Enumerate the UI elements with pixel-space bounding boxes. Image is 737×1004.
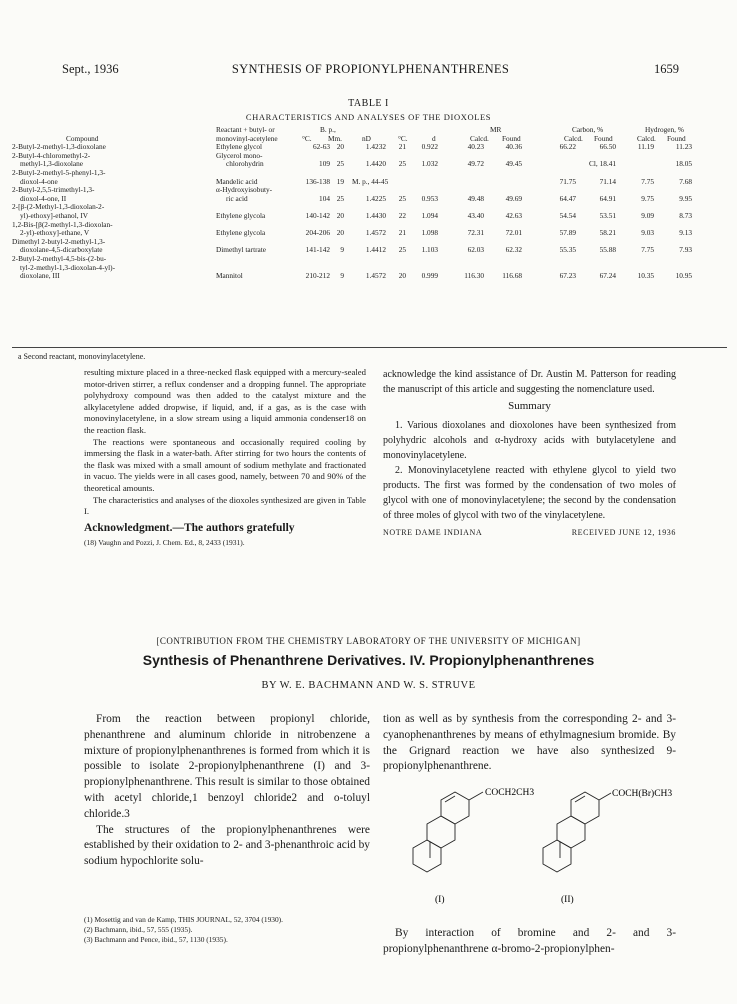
- page-number: 1659: [654, 62, 679, 76]
- reactant: Ethylene glycol: [216, 142, 262, 152]
- issue-date: Sept., 1936: [62, 62, 119, 76]
- contribution-line: [CONTRIBUTION FROM THE CHEMISTRY LABORATORY OF THE UNIVERSITY OF MICHIGAN]: [156, 636, 581, 646]
- chemical-structures: [383, 786, 676, 908]
- cell-mm: 25: [336, 159, 344, 169]
- header-c-found: Found: [594, 133, 613, 143]
- compound-name: 2-Butyl-4-chloromethyl-2-: [12, 150, 91, 160]
- table-row: [12, 229, 727, 238]
- header-mm: Mm.: [328, 133, 342, 143]
- summary-point-1: 1. Various dioxolanes and dioxolones have been synthesized from polyhydric alcohols and α-hydroxy acids with butylacetylene and monovinylacetylene.: [383, 420, 676, 461]
- table-caption: CHARACTERISTICS AND ANALYSES OF THE DIOXOLES: [245, 112, 492, 122]
- header-nd: nD: [362, 133, 371, 143]
- received-date: RECEIVED JUNE 12, 1936: [571, 528, 676, 537]
- cell-h-found: 18.05: [675, 159, 692, 169]
- prev-paragraph-1: resulting mixture placed in a three-necked flask equipped with a mercury-sealed motor-driven stirrer, a reflux condenser and a dropping funnel. The appropriate polyhydroxy compound was then added to the catalyst mixture and the alkylacetylene added dropwise, if liquid, and, if a gas, as is the case with monovinylacetylene, in a slow stream using a liquid ammonia condenser18 on the reaction flask.: [84, 367, 366, 435]
- compound-name: tyl-2-methyl-1,3-dioxolan-4-yl)-: [20, 262, 116, 272]
- cell-h-found: 10.95: [675, 271, 692, 281]
- footnote-1: (1) Mosettig and van de Kamp, THIS JOURNAL, 52, 3704 (1930).: [84, 915, 283, 924]
- cell-t: 25: [398, 193, 406, 203]
- cell-mm: 9: [340, 271, 344, 281]
- group-label-i: COCH2CH3: [485, 788, 535, 798]
- cell-mr-calcd: 116.30: [464, 271, 484, 281]
- running-head: [62, 62, 679, 80]
- running-title: SYNTHESIS OF PROPIONYLPHENANTHRENES: [231, 62, 510, 76]
- footnote-18: (18) Vaughn and Pozzi, J. Chem. Ed., 8, 2433 (1931).: [84, 537, 245, 547]
- substituent-bond-i: [469, 792, 483, 800]
- structure-label-ii: (II): [561, 895, 574, 905]
- cell-mm: 25: [336, 193, 344, 203]
- cell-c-found: 58.21: [599, 228, 616, 238]
- table-row: [12, 178, 727, 187]
- header-c-calcd: Calcd.: [564, 133, 583, 143]
- compound-name: yl)-ethoxy]-ethanol, IV: [20, 210, 89, 220]
- compound-name: dioxolane-4,5-dicarboxylate: [20, 245, 103, 255]
- cell-bp: 109: [319, 159, 330, 169]
- cell-mm: 20: [336, 210, 344, 220]
- cell-d: 1.103: [421, 245, 438, 255]
- table-row: [12, 195, 727, 204]
- table-row: [12, 255, 727, 264]
- cell-mr-found: 116.68: [502, 271, 522, 281]
- header-reactant: Reactant + butyl- or: [216, 125, 275, 134]
- cell-t: 25: [398, 245, 406, 255]
- compound-name: 2-Butyl-2-methyl-5-phenyl-1,3-: [12, 167, 106, 177]
- cell-nd: 1.4572: [365, 228, 386, 238]
- cell-nd: 1.4232: [365, 142, 386, 152]
- structure-label-i: (I): [435, 895, 445, 905]
- cell-h-found: 9.13: [679, 228, 692, 238]
- prev-paragraph-2: The reactions were spontaneous and occasionally required cooling by immersing the flask in a water-bath. After stirring for two hours the contents of the flask was mixed with a small amount of sodium methylate and fractionated in vacuo. The yields were in all cases good, namely, between 70 and 90% of the theoretical amounts.: [84, 436, 366, 493]
- header-h-found: Found: [667, 133, 686, 143]
- cell-c-calcd: 54.54: [559, 210, 576, 220]
- header-reactant-2: monovinyl-acetylene: [216, 133, 278, 143]
- substituent-bond-ii: [599, 793, 611, 800]
- table-footnote: a Second reactant, monovinylacetylene.: [18, 352, 146, 361]
- header-h-calcd: Calcd.: [637, 133, 656, 143]
- article-left-column: [84, 712, 370, 870]
- cell-d: 0.999: [421, 271, 438, 281]
- cell-c-calcd: 64.47: [559, 193, 576, 203]
- compound-name: 2-yl)-ethoxy]-ethane, V: [20, 228, 90, 238]
- cell-h-found: 9.95: [679, 193, 692, 203]
- cell-d: 1.094: [421, 210, 438, 220]
- cell-nd: 1.4572: [365, 271, 386, 281]
- cell-mr-calcd: 43.40: [467, 210, 484, 220]
- cell-mr-calcd: 72.31: [467, 228, 484, 238]
- cell-nd: 1.4225: [365, 193, 386, 203]
- cell-c-found: 55.88: [599, 245, 616, 255]
- group-label-ii: COCH(Br)CH3: [612, 789, 673, 799]
- cell-d: 1.098: [421, 228, 438, 238]
- reactant: Mandelic acid: [216, 176, 258, 186]
- header-mr-found: Found: [502, 133, 521, 143]
- cell-h-found: 11.23: [675, 142, 692, 152]
- cell-bp: 204-206: [305, 228, 330, 238]
- summary-heading: Summary: [508, 400, 551, 412]
- table-label: TABLE I: [348, 98, 389, 109]
- reactant: Mannitol: [216, 271, 243, 281]
- cell-bp: 62-63: [312, 142, 330, 152]
- compound-name: 2-Butyl-2-methyl-1,3-dioxolane: [12, 142, 106, 152]
- cell-nd: 1.4412: [365, 245, 386, 255]
- header-temp: °C.: [398, 133, 408, 143]
- compound-name: dioxol-4-one: [20, 176, 58, 186]
- data-table: [12, 126, 727, 281]
- cell-mm: 20: [336, 142, 344, 152]
- cell-mm: 19: [336, 176, 344, 186]
- table-row: [12, 212, 727, 221]
- location: NOTRE DAME INDIANA: [383, 528, 483, 537]
- table-body: [12, 143, 727, 281]
- signature-line: [383, 525, 676, 537]
- compound-name: 2-Butyl-2,5,5-trimethyl-1,3-: [12, 185, 95, 195]
- reactant: Glycerol mono-: [216, 150, 263, 160]
- table-row: [12, 143, 727, 152]
- cell-mr-found: 72.01: [505, 228, 522, 238]
- cell-bp: 136-138: [305, 176, 330, 186]
- cell-t: 21: [398, 142, 406, 152]
- cell-c-calcd: 71.75: [559, 176, 576, 186]
- cell-mm: 20: [336, 228, 344, 238]
- structure-i: [413, 792, 483, 872]
- header-hydrogen: Hydrogen, %: [645, 125, 684, 134]
- article-title: Synthesis of Phenanthrene Derivatives. IV. Propionylphenanthrenes: [142, 652, 595, 668]
- cell-t: 25: [398, 159, 406, 169]
- reactant: α-Hydroxyisobuty-: [216, 185, 273, 195]
- article-right-column: [383, 712, 676, 775]
- summary-point-2: 2. Monovinylacetylene reacted with ethylene glycol to yield two products. The first was formed by the condensation of two moles of glycol with one of monovinylacetylene; the second by the condensation of three moles of glycol with two of the vinylacetylene.: [383, 465, 676, 521]
- cell-mr-calcd: 40.23: [467, 142, 484, 152]
- table-bottom-rule: [12, 347, 727, 348]
- cell-c-calcd: 57.89: [559, 228, 576, 238]
- header-bp: B. p.,: [320, 125, 336, 134]
- acknowledgment-heading: Acknowledgment.—The authors gratefully: [84, 521, 295, 534]
- cell-mr-calcd: 49.48: [467, 193, 484, 203]
- cell-t: 21: [398, 228, 406, 238]
- header-mr-calcd: Calcd.: [470, 133, 489, 143]
- cell-mr-found: 49.69: [505, 193, 522, 203]
- cell-c-calcd: 66.22: [559, 142, 576, 152]
- reactant: Dimethyl tartrate: [216, 245, 267, 255]
- reactant: chlorohydrin: [226, 159, 264, 169]
- cell-t: 22: [398, 210, 406, 220]
- header-carbon: Carbon, %: [572, 125, 604, 134]
- acknowledgment-text: acknowledge the kind assistance of Dr. Austin M. Patterson for reading the manuscript of this article and suggesting the nomenclature used.: [383, 369, 676, 395]
- cell-c-found: 53.51: [599, 210, 616, 220]
- cell-mr-found: 62.32: [505, 245, 522, 255]
- compound-name: 2-[β-(2-Methyl-1,3-dioxolan-2-: [12, 202, 105, 212]
- article-paragraph-1: From the reaction between propionyl chloride, phenanthrene and aluminum chloride in nitrobenzene a mixture of propionylphenanthrenes is formed from which it is possible to isolate 2-propionylphenanthrene (I) and 3-propionylphenanthrene. This result is similar to those obtained with acetyl chloride,1 benzoyl chloride2 and o-toluyl chloride.3: [84, 713, 370, 820]
- cell-bp: 140-142: [305, 210, 330, 220]
- cell-h-calcd: 7.75: [641, 176, 654, 186]
- cell-d: 1.032: [421, 159, 438, 169]
- structure-ii: [543, 792, 611, 872]
- cell-nd: 1.4430: [365, 210, 386, 220]
- reactant: Ethylene glycola: [216, 210, 266, 220]
- cell-bp: 210-212: [305, 271, 330, 281]
- compound-name: dioxolane, III: [20, 271, 60, 281]
- cell-h-calcd: 9.75: [641, 193, 654, 203]
- cell-mr-found: 40.36: [505, 142, 522, 152]
- compound-name: Dimethyl 2-butyl-2-methyl-1,3-: [12, 236, 106, 246]
- compound-name: dioxol-4-one, II: [20, 193, 67, 203]
- cell-c-found: 71.14: [599, 176, 616, 186]
- header-d: d: [432, 133, 436, 143]
- cell-bp: 141-142: [305, 245, 330, 255]
- compound-name: 1,2-Bis-[β(2-methyl-1,3-dioxolan-: [12, 219, 113, 229]
- prev-paragraph-3: The characteristics and analyses of the dioxoles synthesized are given in Table I.: [84, 494, 366, 517]
- cell-c-found: 66.50: [599, 142, 616, 152]
- byline: BY W. E. BACHMANN AND W. S. STRUVE: [261, 680, 476, 691]
- compound-name: methyl-1,3-dioxolane: [20, 159, 84, 169]
- cell-h-calcd: 7.75: [641, 245, 654, 255]
- cell-mr-found: 49.45: [505, 159, 522, 169]
- cell-d: 0.953: [421, 193, 438, 203]
- cell-c-found: 67.24: [599, 271, 616, 281]
- prev-article-left-column: [84, 367, 366, 548]
- cell-c-calcd: 55.35: [559, 245, 576, 255]
- cell-nd: M. p., 44-45: [352, 176, 389, 186]
- cell-c-found: 64.91: [599, 193, 616, 203]
- cell-h-found: 7.93: [679, 245, 692, 255]
- cell-c-calcd: 67.23: [559, 271, 576, 281]
- article-footnotes: [84, 915, 370, 944]
- reactant: Ethylene glycola: [216, 228, 266, 238]
- cell-c-found: Cl, 18.41: [589, 159, 616, 169]
- table-row: [12, 272, 727, 281]
- prev-article-right-column: [383, 367, 676, 537]
- cell-t: 20: [398, 271, 406, 281]
- cell-nd: 1.4420: [365, 159, 386, 169]
- cell-mr-calcd: 62.03: [467, 245, 484, 255]
- cell-bp: 104: [319, 193, 330, 203]
- cell-h-calcd: 11.19: [637, 142, 654, 152]
- footnote-2: (2) Bachmann, ibid., 57, 555 (1935).: [84, 924, 193, 934]
- article-right-paragraph-2: By interaction of bromine and 2- and 3-propionylphenanthrene α-bromo-2-propionylphen-: [383, 927, 676, 955]
- cell-h-calcd: 10.35: [637, 271, 654, 281]
- header-mr: MR: [490, 125, 502, 134]
- cell-d: 0.922: [421, 142, 438, 152]
- cell-mr-found: 42.63: [505, 210, 522, 220]
- table-row: [12, 160, 727, 169]
- article-right-paragraph-1: tion as well as by synthesis from the corresponding 2- and 3-cyanophenanthrenes by means of ethylmagnesium bromide. By the Grignard reaction we have also synthesized 9-propionylphenanthrene.: [383, 713, 676, 773]
- article-right-column-continued: [383, 926, 676, 958]
- table-row: [12, 246, 727, 255]
- footnote-3: (3) Bachmann and Pence, ibid., 57, 1130 (1935).: [84, 934, 228, 944]
- compound-name: 2-Butyl-2-methyl-4,5-bis-(2-bu-: [12, 253, 107, 263]
- cell-h-found: 7.68: [679, 176, 692, 186]
- header-deg-c: °C.: [302, 133, 312, 143]
- cell-h-calcd: 9.09: [641, 210, 654, 220]
- cell-mm: 9: [340, 245, 344, 255]
- article-paragraph-2: The structures of the propionylphenanthrenes were established by their oxidation to 2- and 3-phenanthroic acid by sodium hypochlorite solu-: [84, 823, 370, 868]
- cell-mr-calcd: 49.72: [467, 159, 484, 169]
- reactant: ric acid: [226, 193, 248, 203]
- cell-h-found: 8.73: [679, 210, 692, 220]
- header-compound: Compound: [66, 133, 99, 143]
- cell-h-calcd: 9.03: [641, 228, 654, 238]
